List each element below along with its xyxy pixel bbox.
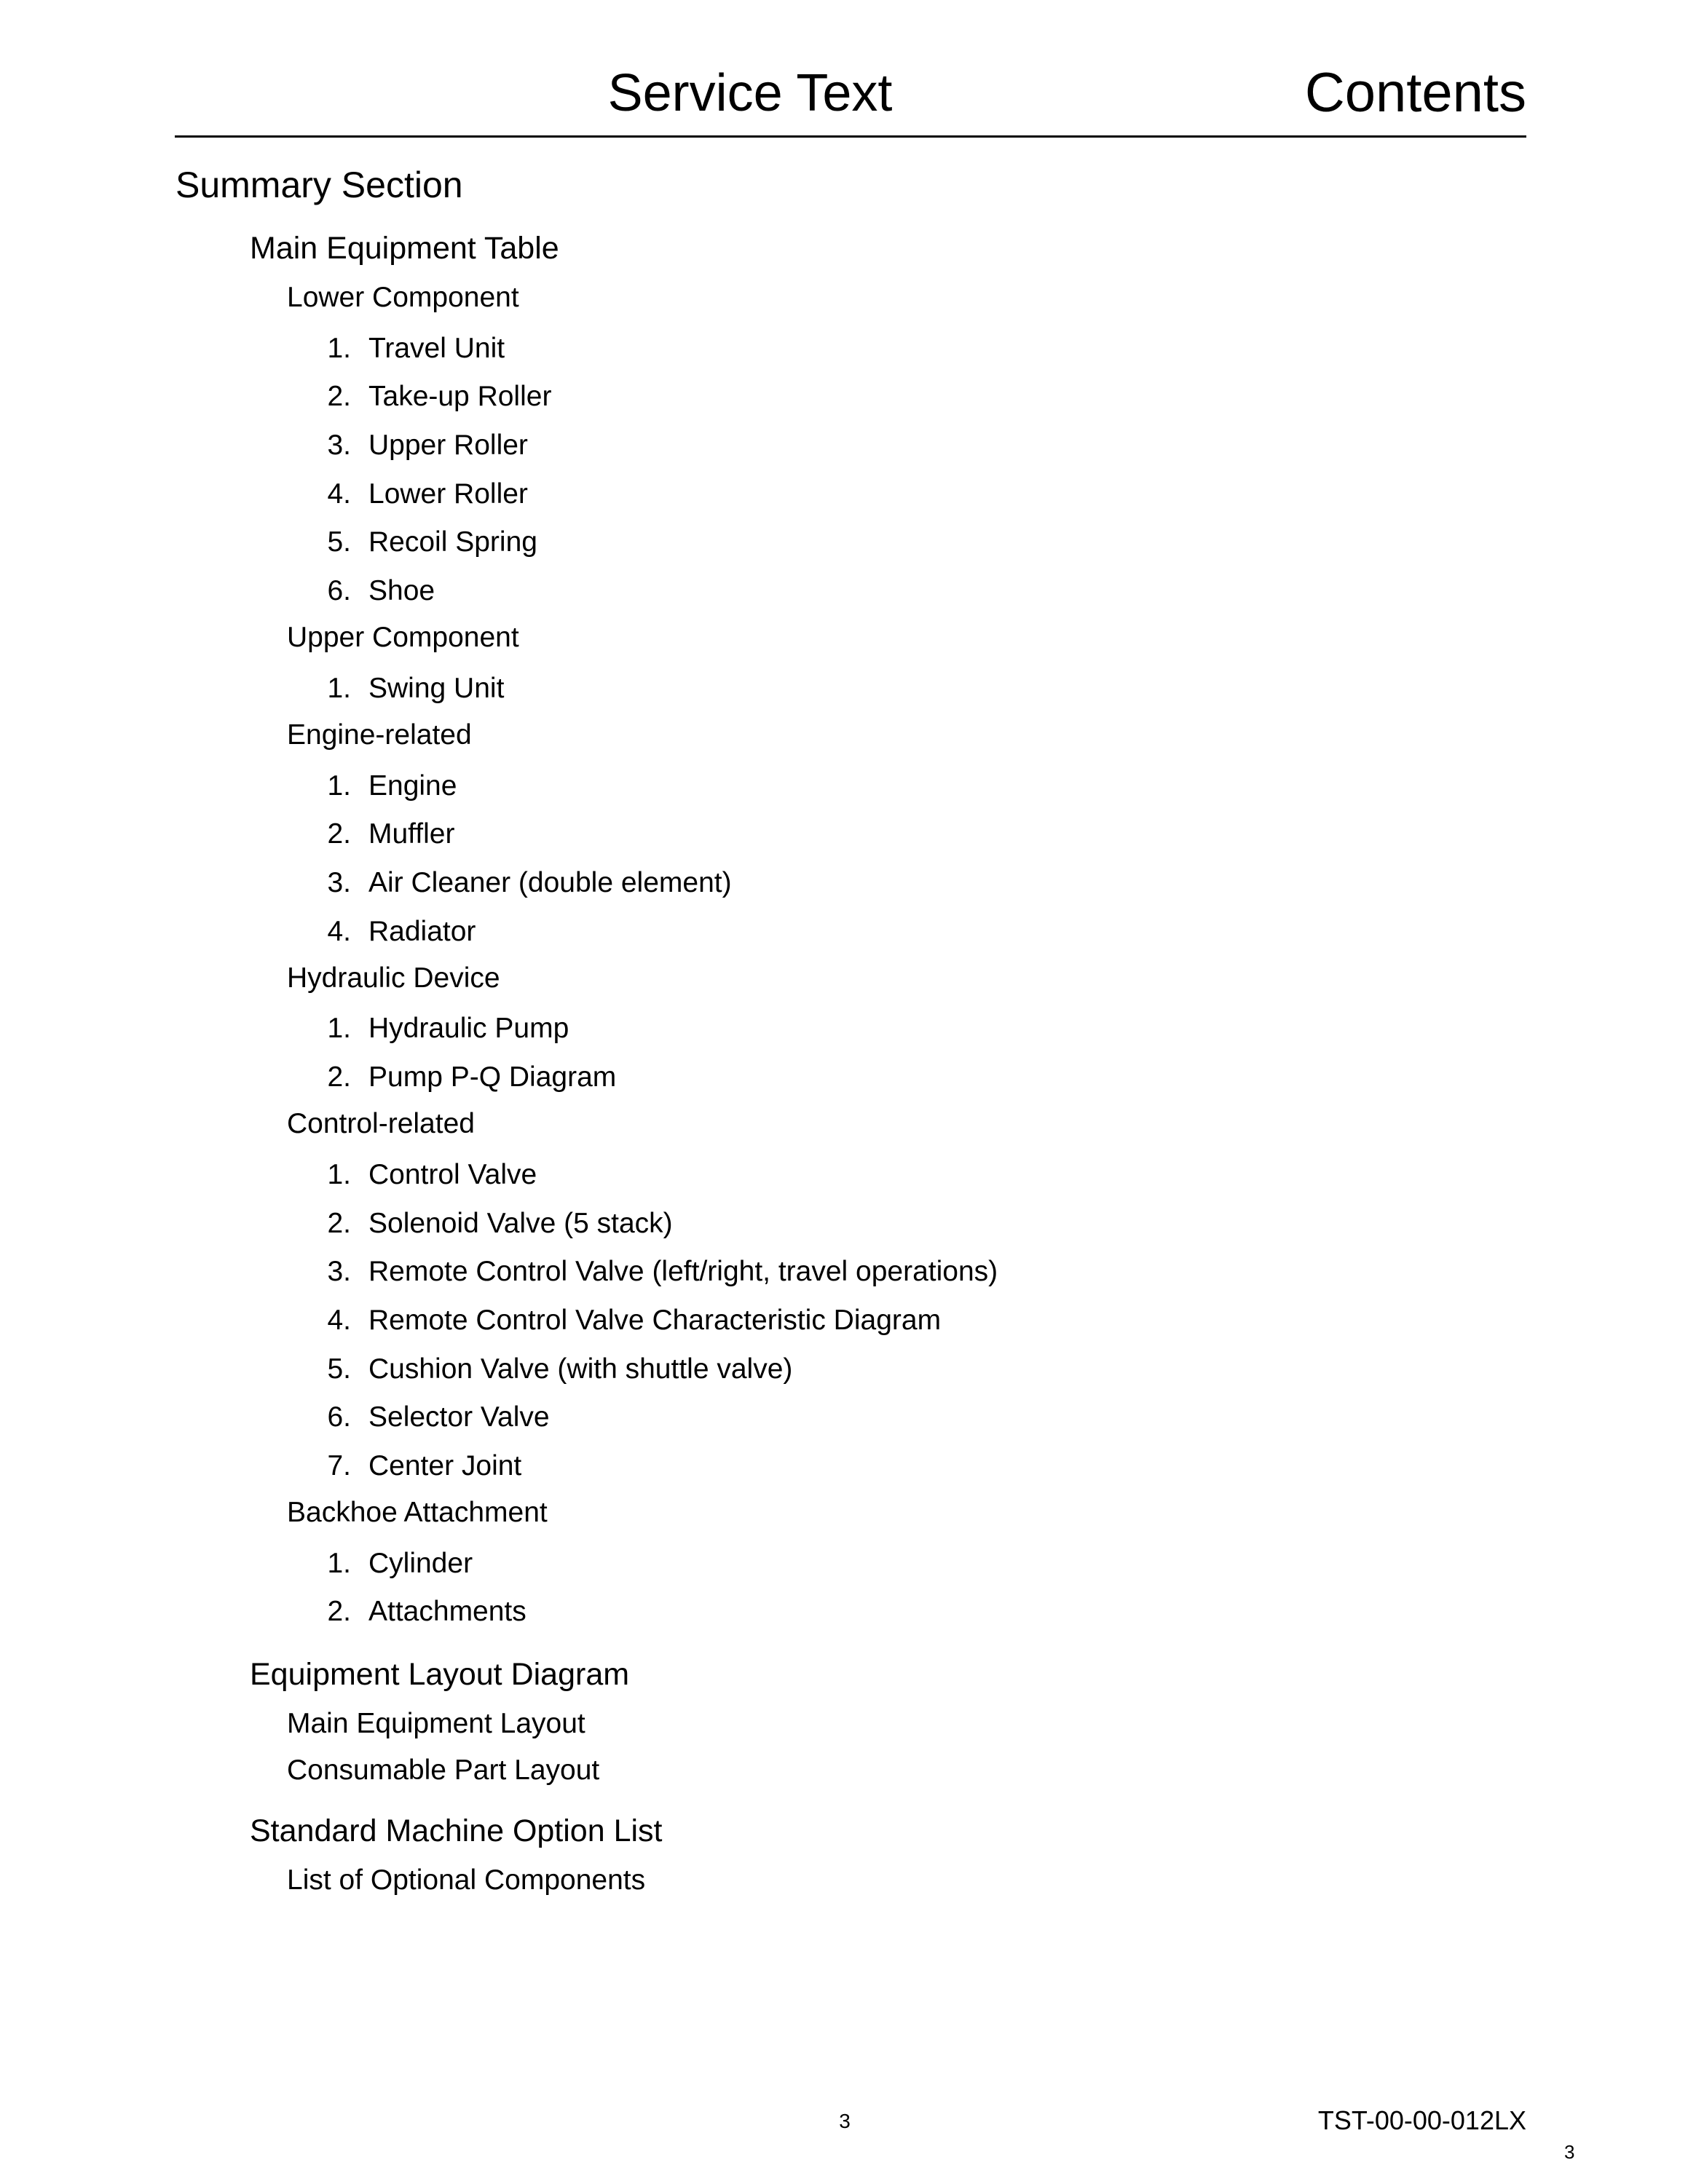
- toc-item-number: 1.: [327, 1159, 351, 1190]
- toc-item-text: Remote Control Valve (left/right, travel operations): [368, 1256, 998, 1287]
- toc-item-number: 2.: [327, 381, 351, 412]
- toc-item-number: 3.: [327, 867, 351, 898]
- toc-item-text: Recoil Spring: [368, 526, 537, 558]
- toc-item-text: Cushion Valve (with shuttle valve): [368, 1353, 793, 1385]
- toc-item-text: Center Joint: [368, 1450, 522, 1481]
- toc-group-title: Standard Machine Option List: [250, 1813, 663, 1848]
- toc-group-title: Equipment Layout Diagram: [250, 1657, 630, 1692]
- toc-item-text: Shoe: [368, 575, 435, 606]
- toc-item-number: 2.: [327, 818, 351, 850]
- toc-item-text: Selector Valve: [368, 1401, 550, 1433]
- page-header-title: Service Text: [607, 64, 893, 122]
- toc-subsection-title: Engine-related: [287, 719, 472, 751]
- toc-item-number: 6.: [327, 1401, 351, 1433]
- toc-subsection-title: Main Equipment Layout: [287, 1708, 585, 1739]
- toc-item-number: 4.: [327, 478, 351, 510]
- corner-page-number: 3: [1564, 2141, 1575, 2163]
- toc-group-title: Main Equipment Table: [250, 231, 559, 266]
- toc-item-number: 2.: [327, 1061, 351, 1093]
- toc-item-number: 1.: [327, 1548, 351, 1579]
- toc-item-number: 1.: [327, 770, 351, 802]
- toc-item-number: 4.: [327, 916, 351, 947]
- toc-item-text: Travel Unit: [368, 333, 505, 364]
- toc-item-text: Solenoid Valve (5 stack): [368, 1208, 673, 1239]
- toc-item-text: Cylinder: [368, 1548, 473, 1579]
- toc-subsection-title: Upper Component: [287, 622, 519, 653]
- toc-subsection-title: Control-related: [287, 1108, 475, 1139]
- toc-item-text: Upper Roller: [368, 430, 528, 461]
- document-code: TST-00-00-012LX: [1317, 2105, 1526, 2135]
- toc-item-text: Air Cleaner (double element): [368, 867, 732, 898]
- toc-item-number: 1.: [327, 673, 351, 704]
- page-header-section: Contents: [1304, 62, 1526, 124]
- toc-item-number: 1.: [327, 1013, 351, 1044]
- toc-item-number: 6.: [327, 575, 351, 606]
- toc-subsection-title: Lower Component: [287, 282, 519, 313]
- toc-item-number: 4.: [327, 1305, 351, 1336]
- toc-item-text: Control Valve: [368, 1159, 537, 1190]
- toc-item-number: 5.: [327, 526, 351, 558]
- toc-item-text: Lower Roller: [368, 478, 528, 510]
- toc-item-text: Pump P-Q Diagram: [368, 1061, 617, 1093]
- toc-item-number: 2.: [327, 1596, 351, 1627]
- toc-subsection-title: Backhoe Attachment: [287, 1497, 548, 1528]
- toc-item-text: Attachments: [368, 1596, 526, 1627]
- toc-subsection-title: Hydraulic Device: [287, 962, 500, 994]
- toc-item-number: 3.: [327, 1256, 351, 1287]
- toc-item-text: Radiator: [368, 916, 476, 947]
- toc-heading: Summary Section: [175, 165, 463, 205]
- toc-item-number: 2.: [327, 1208, 351, 1239]
- toc-subsection-title: Consumable Part Layout: [287, 1754, 600, 1786]
- toc-subsection-title: List of Optional Components: [287, 1864, 646, 1896]
- toc-item-text: Take-up Roller: [368, 381, 552, 412]
- header-divider: [175, 135, 1526, 138]
- toc-item-text: Engine: [368, 770, 457, 802]
- toc-item-text: Muffler: [368, 818, 455, 850]
- toc-item-text: Remote Control Valve Characteristic Diagram: [368, 1305, 942, 1336]
- toc-item-number: 3.: [327, 430, 351, 461]
- toc-item-text: Hydraulic Pump: [368, 1013, 569, 1044]
- toc-item-number: 1.: [327, 333, 351, 364]
- page-number: 3: [839, 2110, 851, 2132]
- toc-item-number: 5.: [327, 1353, 351, 1385]
- toc-item-text: Swing Unit: [368, 673, 505, 704]
- toc-item-number: 7.: [327, 1450, 351, 1481]
